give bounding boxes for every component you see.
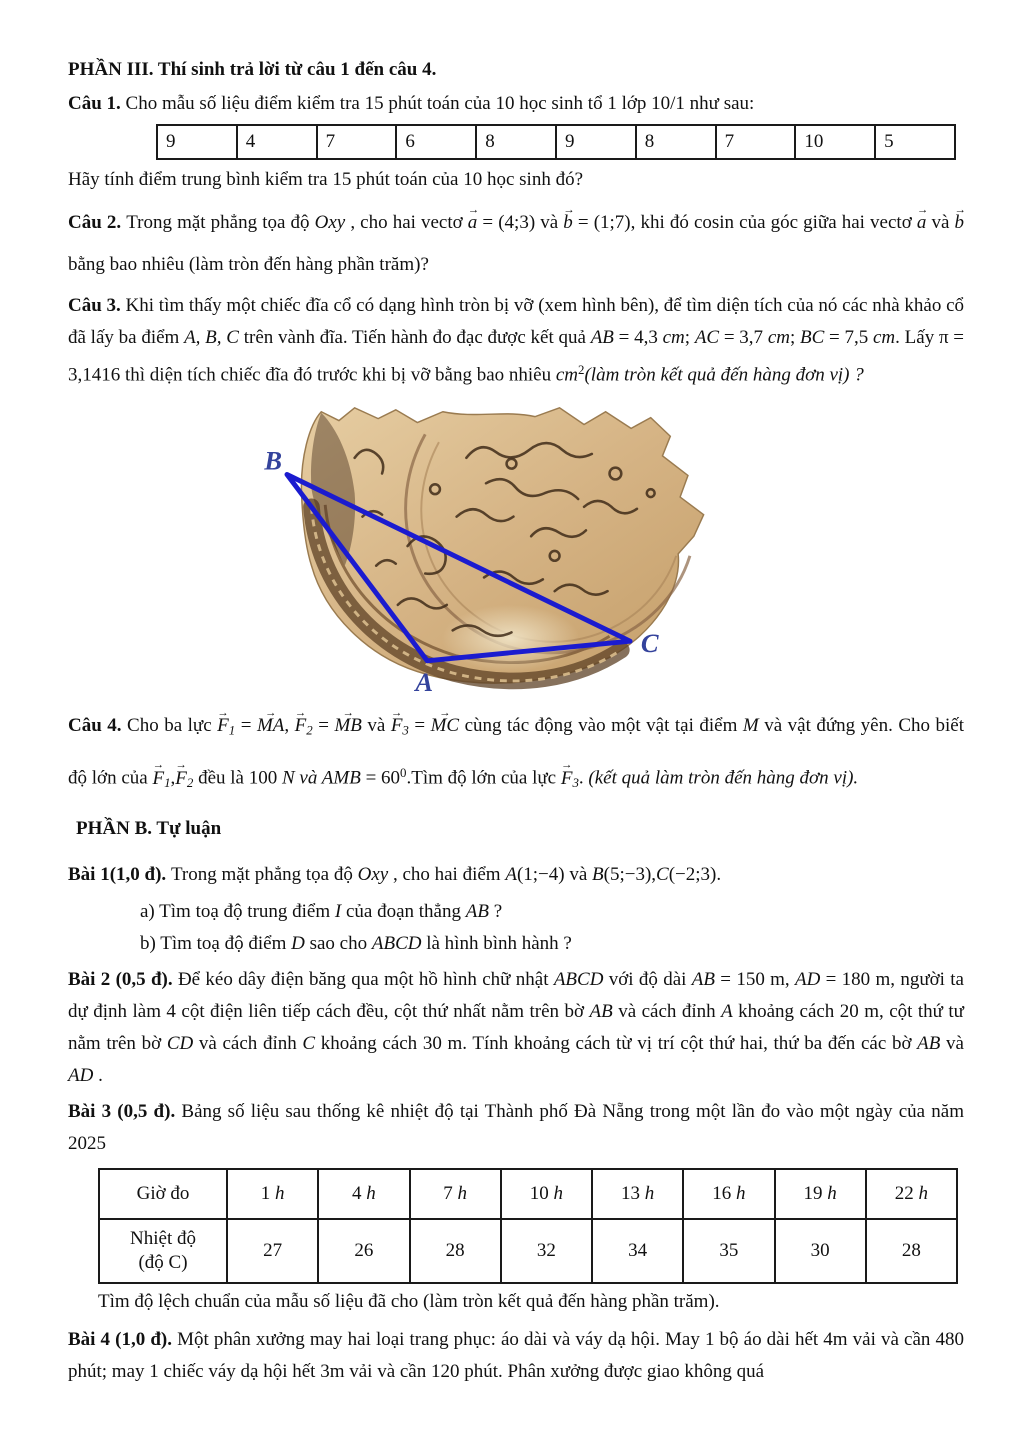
text-segment: = (1;7), khi đó cosin của góc giữa hai vectơ [572,212,917,233]
text-segment: h [644,1183,655,1205]
text-segment: cùng tác động vào một vật tại điểm [459,715,743,737]
text-segment: Câu 3. [68,295,126,316]
temp-value-cell: 26 [318,1219,409,1283]
text-segment: A, B, C [184,327,239,348]
text-segment: Bài 4 (1,0 đ). [68,1329,178,1351]
text-segment: b → [955,213,965,232]
text-segment: Oxy [357,864,389,886]
paragraph-cau1-question: Hãy tính điểm trung bình kiểm tra 15 phút toán của 10 học sinh đó? [68,169,584,190]
text-segment: AB [590,327,614,348]
text-segment: h [827,1183,837,1205]
text-segment: h [457,1183,467,1205]
temp-header-cell [592,1169,683,1219]
temp-value-cell: 27 [227,1219,318,1283]
score-cell: 5 [875,125,955,159]
temp-value-cell: 28 [410,1219,501,1283]
text-segment: Bảng số liệu sau thống kê nhiệt độ tại Thành phố Đà Nẵng trong một lần đo vào một ngày của năm 2025 [68,1101,964,1155]
text-segment: 4 [352,1183,367,1205]
temp-header-cell [410,1169,501,1219]
text-segment: và [294,767,322,789]
text-segment: , [284,715,295,737]
text-segment: và [926,212,955,233]
text-segment: C [656,864,669,886]
vertex-label-b: B [264,446,283,477]
text-segment: F → [561,769,573,788]
temp-label-cell [99,1219,227,1283]
text-segment: (kết quả làm tròn đến hàng đơn vị). [588,767,859,789]
text-segment: MA → [257,716,284,735]
paragraph-cau3 [68,290,964,391]
text-segment: 13 [621,1183,645,1205]
score-table [156,124,956,160]
temperature-table [98,1168,958,1284]
text-segment: h [918,1183,928,1205]
text-segment: cm [662,327,685,348]
bai1-item-a [68,896,964,928]
text-segment: Trong mặt phẳng tọa độ [126,212,315,233]
paragraph-cau4 [68,705,964,804]
paragraph-cau2 [68,202,964,286]
text-segment: A [721,1001,733,1023]
text-segment: F → [391,716,403,735]
temp-header-cell [501,1169,592,1219]
text-segment: sao cho [304,933,372,955]
text-segment: Nhiệt độ [130,1228,196,1250]
text-segment: 2 [578,362,585,377]
text-segment: . [93,1065,103,1087]
paragraph-bai2 [68,964,964,1092]
text-segment: , [170,767,176,789]
text-segment: a) Tìm toạ độ trung điểm [140,901,335,923]
text-segment: AB [589,1001,613,1023]
score-cell: 6 [396,125,476,159]
vertex-label-c: C [640,628,659,659]
text-segment: BC [800,327,825,348]
temp-header-cell [227,1169,318,1219]
text-segment: F → [152,769,164,788]
temp-value-cell: 30 [775,1219,866,1283]
text-segment: và cách đỉnh [612,1001,722,1023]
text-segment: ABCD [371,933,422,955]
text-segment: 16 [712,1183,736,1205]
text-segment: (độ C) [138,1252,188,1274]
score-cell: 9 [556,125,636,159]
text-segment: bằng bao nhiêu (làm tròn đến hàng phần trăm)? [68,254,429,275]
text-segment: AD [794,969,821,991]
plate-photo [260,399,712,699]
partb-title: PHẦN B. Tự luận [76,818,222,840]
text-segment: MC → [431,716,460,735]
text-segment: AD [68,1065,94,1087]
text-segment: và vật đứng yên. Cho biết độ lớn của [68,715,964,789]
temperature-header-row [99,1169,957,1219]
text-segment: 2 [186,775,194,791]
temp-header-cell [318,1169,409,1219]
text-segment: 3 [402,723,409,739]
text-segment: 1 [228,723,236,739]
text-segment: AB [691,969,715,991]
text-segment: M [742,715,759,737]
part3-title: PHẦN III. Thí sinh trả lời từ câu 1 đến câu 4. [68,59,437,80]
temp-value-cell: 28 [866,1219,957,1283]
text-segment: = 3,7 [719,327,768,348]
paragraph-bai1 [68,854,964,896]
text-segment: N [281,767,295,789]
temp-value-cell: 32 [501,1219,592,1283]
text-segment: = 7,5 [824,327,873,348]
paragraph-bai3 [68,1096,964,1160]
text-segment: Câu 4. [68,715,128,737]
text-segment: Để kéo dây điện băng qua một hồ hình chữ nhật [177,969,554,991]
broken-plate-figure [260,399,712,699]
text-segment: cm [555,364,579,386]
text-segment: = 60 [360,767,401,789]
temp-value-cell: 35 [683,1219,774,1283]
text-segment: 3 [572,775,579,791]
text-segment: Câu 1. [68,93,126,114]
text-segment: 19 [803,1183,828,1205]
text-segment: ? [488,901,503,923]
text-segment: a → [917,213,927,232]
text-segment: 7 [443,1183,458,1205]
text-segment: cm [767,327,790,348]
text-segment: (1;−4) và [516,864,593,886]
text-segment: AB [917,1033,941,1055]
text-segment: Bài 1(1,0 đ). [68,864,171,886]
plate-pale-patch [442,605,579,672]
text-segment: h [553,1183,563,1205]
paragraph-bai4 [68,1324,964,1388]
paragraph-cau1 [68,88,964,120]
temp-header-cell [99,1169,227,1219]
text-segment: Oxy [314,212,346,233]
text-segment: Khi tìm thấy một chiếc đĩa cổ có dạng hình tròn bị vỡ (xem hình bên), để tìm diện tích của nó các nhà khảo cổ đã lấy ba điểm [68,295,964,348]
text-segment: I [334,901,342,923]
text-segment: = 150 m, [714,969,795,991]
text-segment: của đoạn thẳng [341,901,466,923]
text-segment: khoảng cách 30 m. Tính khoảng cách từ vị trí cột thứ hai, thứ ba đến các bờ [315,1033,918,1055]
temp-header-cell [683,1169,774,1219]
text-segment: và [361,715,391,737]
bai1-item-b [68,928,964,960]
text-segment: = [312,715,335,737]
text-segment: 1 [164,775,171,791]
text-segment: ABCD [553,969,604,991]
text-segment: = [235,715,257,737]
text-segment: là hình bình hành ? [421,933,572,955]
score-cell: 8 [476,125,556,159]
score-cell: 10 [795,125,875,159]
text-segment: Câu 2. [68,212,127,233]
paragraph-bai3-question: Tìm độ lệch chuẩn của mẫu số liệu đã cho (làm tròn kết quả đến hàng phần trăm). [98,1291,720,1313]
text-segment: 10 [529,1183,554,1205]
text-segment: A [505,864,517,886]
text-segment: F → [295,716,307,735]
text-segment: , cho hai vectơ [345,212,468,233]
text-segment: CD [166,1033,194,1055]
text-segment: Bài 2 (0,5 đ). [68,969,178,991]
text-segment: D [291,933,305,955]
text-segment: (5;−3), [603,864,657,886]
text-segment: cm [873,327,896,348]
text-segment: (−2;3). [668,864,722,886]
text-segment: Trong mặt phẳng tọa độ [170,864,358,886]
text-segment: AC [694,327,720,348]
text-segment: và [940,1033,964,1055]
text-segment: = 180 m, người ta dự định làm 4 cột điện liên tiếp cách đều, cột thứ nhất nằm trên bờ [68,969,964,1023]
text-segment: 1 [260,1183,275,1205]
vertex-label-a: A [415,667,434,698]
text-segment: Một phân xưởng may hai loại trang phục: áo dài và váy dạ hội. May 1 bộ áo dài hết 4m vải và cần 480 phút; may 1 chiếc váy dạ hội hết 3m vải và cần 120 phút. Phân xưởng được giao không quá [68,1329,964,1383]
text-segment: ; [789,327,800,348]
score-cell: 7 [716,125,796,159]
text-segment: b) Tìm toạ độ điểm [140,933,292,955]
text-segment: (làm tròn kết quả đến hàng đơn vị) ? [584,364,864,386]
temperature-value-row [99,1219,957,1283]
text-segment: F → [217,716,229,735]
text-segment: F → [175,769,187,788]
text-segment: ; [684,327,695,348]
text-segment: . [578,767,589,789]
text-segment: Giờ đo [136,1183,190,1205]
text-segment: trên vành đĩa. Tiến hành đo đạc được kết quả [238,327,591,348]
temp-header-cell [866,1169,957,1219]
score-cell: 9 [157,125,237,159]
text-segment: B [592,864,604,886]
text-segment: 0 [400,765,407,781]
text-segment: đều là 100 [193,767,282,789]
text-segment: C [302,1033,316,1055]
temp-value-cell: 34 [592,1219,683,1283]
text-segment: h [275,1183,285,1205]
score-cell: 8 [636,125,716,159]
text-segment: khoảng cách 20 m, cột thứ tư nằm trên bờ [68,1001,964,1055]
text-segment: MB → [334,716,361,735]
text-segment: 22 [894,1183,919,1205]
text-segment: = [408,715,431,737]
text-segment: Bài 3 (0,5 đ). [68,1101,182,1123]
text-segment: b → [563,213,573,232]
text-segment: và cách đỉnh [193,1033,303,1055]
text-segment: . Lấy π = 3,1416 thì diện tích chiếc đĩa đó trước khi bị vỡ bằng bao nhiêu [68,327,965,386]
text-segment: = 4,3 [613,327,663,348]
text-segment: Cho mẫu số liệu điểm kiểm tra 15 phút toán của 10 học sinh tổ 1 lớp 10/1 như sau: [125,93,755,114]
score-cell: 7 [317,125,397,159]
text-segment: AMB [321,767,361,789]
text-segment: .Tìm độ lớn của lực [406,767,561,789]
text-segment: AB [465,901,489,923]
text-segment: Cho ba lực [127,715,218,737]
text-segment: , cho hai điểm [388,864,506,886]
text-segment: 2 [306,723,313,739]
text-segment: = (4;3) và [477,212,564,233]
text-segment: với độ dài [603,969,692,991]
score-row [157,125,955,159]
text-segment: h [736,1183,746,1205]
text-segment: a → [468,213,478,232]
text-segment: h [366,1183,376,1205]
score-cell: 4 [237,125,317,159]
temp-header-cell [775,1169,866,1219]
